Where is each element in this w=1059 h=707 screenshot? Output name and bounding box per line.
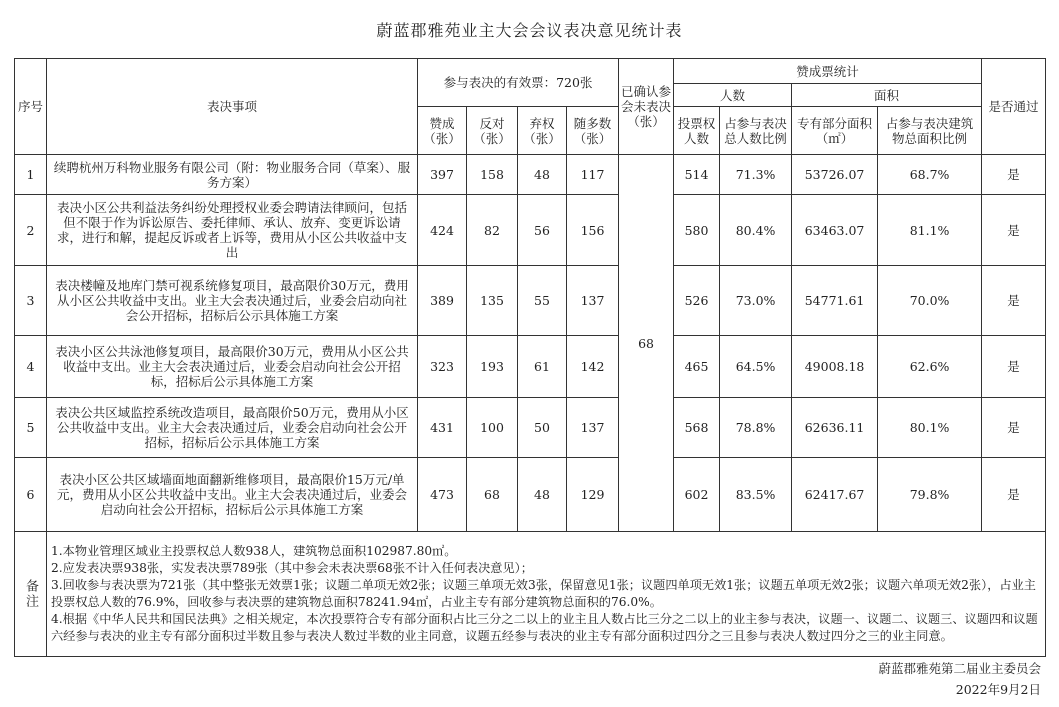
row-pass: 是 [982,398,1046,458]
table-row [15,458,1046,532]
row-follow: 137 [567,398,619,458]
notes-content [47,532,1046,657]
header-area-m2: 专有部分面积（㎡） [792,107,878,155]
row-voter-ratio: 80.4% [720,195,792,266]
row-voter-ratio: 73.0% [720,266,792,336]
row-item: 表决小区公共利益法务纠纷处理授权业委会聘请法律顾问，包括但不限于作为诉讼原告、委托律师、承认、放弃、变更诉讼请求，进行和解，提起反诉或者上诉等，费用从小区公共收益中支出 [47,195,418,266]
header-pass: 是否通过 [982,59,1046,155]
row-area: 62636.11 [792,398,878,458]
note-item: 3.回收参与表决票为721张（其中整张无效票1张；议题二单项无效2张；议题三单项无效3张，保留意见1张；议题四单项无效1张；议题五单项无效2张；议题六单项无效2张），占业主投票权总人数的76.9%，回收参与表决票的建筑物总面积78241.94㎡，占业主专有部分建筑物总面积的76.0%。 [51,578,1036,609]
row-no: 82 [467,195,518,266]
row-yes: 424 [418,195,467,266]
voting-results-table [14,58,1046,657]
row-area-ratio: 68.7% [878,155,982,195]
row-yes: 473 [418,458,467,532]
header-no: 反对（张） [467,107,518,155]
header-valid-votes: 参与表决的有效票：720张 [418,59,619,107]
row-follow: 137 [567,266,619,336]
row-item: 表决小区公共泳池修复项目，最高限价30万元，费用从小区公共收益中支出。业主大会表决通过后，业委会启动向社会公开招标，招标后公示具体施工方案 [47,336,418,398]
row-voters: 514 [674,155,720,195]
row-item: 续聘杭州万科物业服务有限公司（附：物业服务合同（草案）、服务方案） [47,155,418,195]
row-pass: 是 [982,195,1046,266]
row-no: 135 [467,266,518,336]
header-confirmed: 已确认参会未表决（张） [619,59,674,155]
table-row [15,195,1046,266]
row-voter-ratio: 71.3% [720,155,792,195]
row-area-ratio: 62.6% [878,336,982,398]
notes-row [15,532,1046,657]
row-seq: 2 [15,195,47,266]
row-yes: 431 [418,398,467,458]
row-seq: 1 [15,155,47,195]
row-item: 表决公共区域监控系统改造项目，最高限价50万元，费用从小区公共收益中支出。业主大会表决通过后，业委会启动向社会公开招标，招标后公示具体施工方案 [47,398,418,458]
row-voter-ratio: 83.5% [720,458,792,532]
row-follow: 129 [567,458,619,532]
footer-organization: 蔚蓝郡雅苑第二届业主委员会 [878,661,1041,676]
row-abstain: 61 [518,336,567,398]
table-row [15,336,1046,398]
header-abstain: 弃权（张） [518,107,567,155]
header-yes: 赞成（张） [418,107,467,155]
row-pass: 是 [982,458,1046,532]
row-seq: 3 [15,266,47,336]
row-area: 63463.07 [792,195,878,266]
header-voter-ratio: 占参与表决总人数比例 [720,107,792,155]
header-area-ratio: 占参与表决建筑物总面积比例 [878,107,982,155]
confirmed-value: 68 [619,155,674,532]
note-item: 2.应发表决票938张，实发表决票789张（其中参会未表决票68张不计入任何表决意见）； [51,561,533,575]
row-voters: 568 [674,398,720,458]
row-yes: 397 [418,155,467,195]
row-area: 54771.61 [792,266,878,336]
row-item: 表决楼幢及地库门禁可视系统修复项目，最高限价30万元，费用从小区公共收益中支出。业主大会表决通过后，业委会启动向社会公开招标，招标后公示具体施工方案 [47,266,418,336]
table-row [15,398,1046,458]
row-pass: 是 [982,266,1046,336]
row-pass: 是 [982,155,1046,195]
row-seq: 4 [15,336,47,398]
row-abstain: 55 [518,266,567,336]
document-title: 蔚蓝郡雅苑业主大会会议表决意见统计表 [376,21,683,40]
header-seq: 序号 [15,59,47,155]
row-area: 62417.67 [792,458,878,532]
notes-label-cell [15,532,47,657]
row-yes: 323 [418,336,467,398]
row-area-ratio: 79.8% [878,458,982,532]
row-voters: 465 [674,336,720,398]
header-area: 面积 [792,84,982,107]
row-no: 193 [467,336,518,398]
table-row [15,266,1046,336]
row-no: 100 [467,398,518,458]
notes-label: 备注 [23,579,38,609]
row-voters: 526 [674,266,720,336]
row-abstain: 48 [518,458,567,532]
row-area-ratio: 70.0% [878,266,982,336]
row-no: 158 [467,155,518,195]
header-persons: 人数 [674,84,792,107]
row-yes: 389 [418,266,467,336]
table-row [15,155,1046,195]
row-item: 表决小区公共区域墙面地面翻新维修项目，最高限价15万元/单元，费用从小区公共收益中支出。业主大会表决通过后，业委会启动向社会公开招标，招标后公示具体施工方案 [47,458,418,532]
row-voter-ratio: 64.5% [720,336,792,398]
row-pass: 是 [982,336,1046,398]
header-item: 表决事项 [47,59,418,155]
row-area: 53726.07 [792,155,878,195]
row-no: 68 [467,458,518,532]
row-voter-ratio: 78.8% [720,398,792,458]
header-approve-stats: 赞成票统计 [674,59,982,84]
footer-date: 2022年9月2日 [955,682,1041,697]
row-area-ratio: 80.1% [878,398,982,458]
row-area: 49008.18 [792,336,878,398]
row-follow: 142 [567,336,619,398]
row-area-ratio: 81.1% [878,195,982,266]
row-voters: 580 [674,195,720,266]
row-follow: 156 [567,195,619,266]
header-follow: 随多数（张） [567,107,619,155]
header-voter-count: 投票权人数 [674,107,720,155]
row-seq: 6 [15,458,47,532]
row-abstain: 56 [518,195,567,266]
row-seq: 5 [15,398,47,458]
note-item: 1.本物业管理区域业主投票权总人数938人，建筑物总面积102987.80㎡。 [51,544,457,558]
row-abstain: 48 [518,155,567,195]
row-follow: 117 [567,155,619,195]
row-voters: 602 [674,458,720,532]
row-abstain: 50 [518,398,567,458]
note-item: 4.根据《中华人民共和国民法典》之相关规定，本次投票符合专有部分面积占比三分之二以上的业主且人数占比三分之二以上的业主参与表决，议题一、议题二、议题三、议题四和议题六经参与表决的业主专有部分面积过半数且参与表决人数过半数的业主同意，议题五经参与表决的业主专有部分面积过四分之三且参与表决人数过四分之三的业主同意。 [51,612,1038,643]
